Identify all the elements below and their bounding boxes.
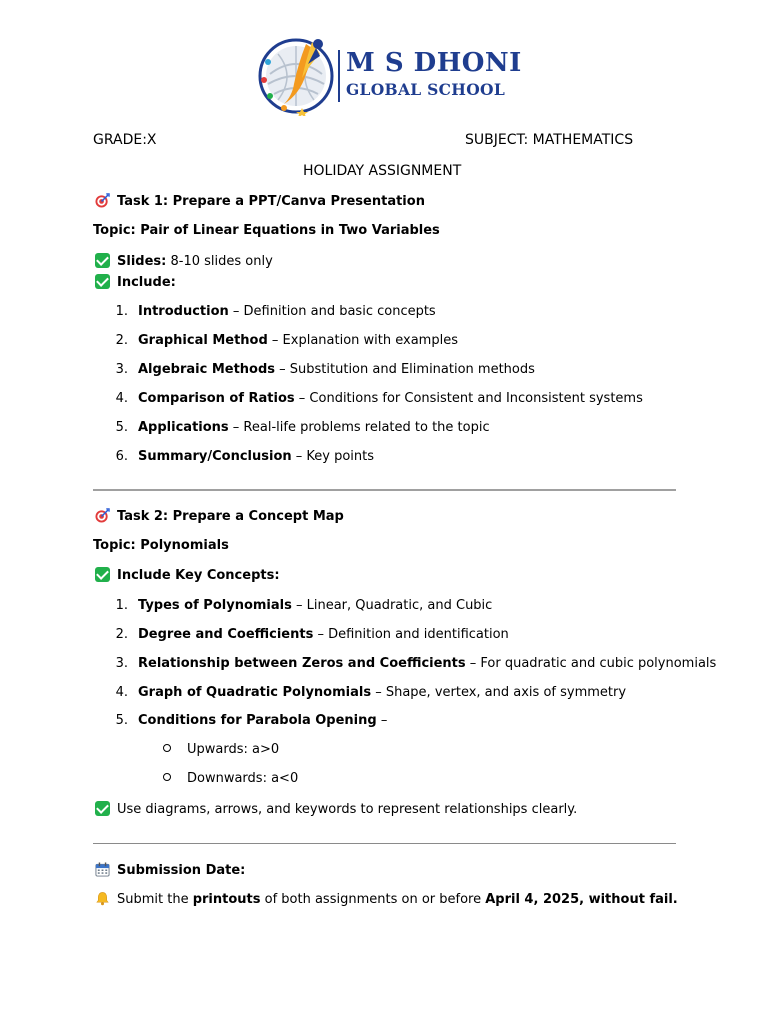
task1-heading-text: Task 1: Prepare a PPT/Canva Presentation <box>117 194 425 209</box>
check-icon <box>95 274 110 289</box>
bullet-icon <box>163 744 171 752</box>
logo-emblem-icon <box>254 34 344 116</box>
sub-list-item: Downwards: a<0 <box>163 770 298 788</box>
list-item: 3. Relationship between Zeros and Coefficients – For quadratic and cubic polynomials <box>115 656 717 671</box>
check-icon <box>95 253 110 268</box>
list-item: 2. Graphical Method – Explanation with examples <box>115 333 458 348</box>
target-icon <box>95 193 110 208</box>
include-label: Include: <box>117 275 176 290</box>
check-icon <box>95 801 110 816</box>
task2-heading <box>95 508 344 526</box>
sub-list-item: Upwards: a>0 <box>163 741 279 759</box>
task1-heading <box>95 193 425 211</box>
list-item: 5. Conditions for Parabola Opening – <box>115 713 388 728</box>
bullet-icon <box>163 773 171 781</box>
list-item: 2. Degree and Coefficients – Definition and identification <box>115 627 509 642</box>
section-divider <box>93 843 676 844</box>
task2-note: Use diagrams, arrows, and keywords to represent relationships clearly. <box>95 801 577 819</box>
list-item: 4. Comparison of Ratios – Conditions for Consistent and Inconsistent systems <box>115 391 643 406</box>
list-item: 6. Summary/Conclusion – Key points <box>115 449 375 464</box>
task1-include <box>95 274 176 292</box>
section-divider <box>93 489 676 491</box>
page-title: HOLIDAY ASSIGNMENT <box>303 163 462 179</box>
submission-heading-text: Submission Date: <box>117 863 246 878</box>
logo-name: M S DHONI <box>346 48 522 78</box>
list-item: 1. Types of Polynomials – Linear, Quadratic, and Cubic <box>115 598 493 613</box>
slides-value: 8-10 slides only <box>166 254 273 269</box>
bell-icon <box>95 891 110 906</box>
list-item: 1. Introduction – Definition and basic concepts <box>115 304 436 319</box>
submission-text: Submit the printouts of both assignments on or before April 4, 2025, without fail. <box>95 891 678 909</box>
task2-include <box>95 567 280 585</box>
slides-label: Slides: <box>117 254 167 269</box>
logo-subtitle: GLOBAL SCHOOL <box>346 80 506 99</box>
include-key-concepts-label: Include Key Concepts: <box>117 568 280 583</box>
task1-slides <box>95 253 273 271</box>
check-icon <box>95 567 110 582</box>
list-item: 5. Applications – Real-life problems related to the topic <box>115 420 490 435</box>
list-item: 3. Algebraic Methods – Substitution and Elimination methods <box>115 362 535 377</box>
task2-topic: Topic: Polynomials <box>93 538 229 553</box>
target-icon <box>95 508 110 523</box>
calendar-icon <box>95 862 110 877</box>
list-item: 4. Graph of Quadratic Polynomials – Shape, vertex, and axis of symmetry <box>115 685 627 700</box>
task2-heading-text: Task 2: Prepare a Concept Map <box>117 509 344 524</box>
logo-divider <box>338 50 340 102</box>
task1-topic: Topic: Pair of Linear Equations in Two Variables <box>93 223 440 238</box>
submission-heading <box>95 862 245 880</box>
grade-label: GRADE:X <box>93 132 157 148</box>
school-logo <box>254 34 522 116</box>
subject-label: SUBJECT: MATHEMATICS <box>465 132 634 148</box>
